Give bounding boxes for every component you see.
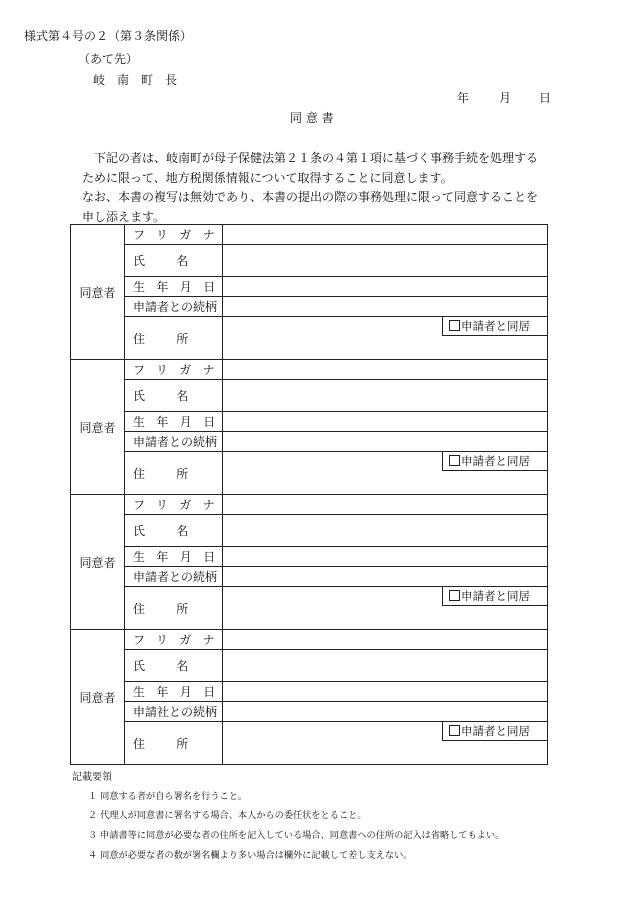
consenter-row xyxy=(71,412,548,432)
relation-label-cell xyxy=(125,702,223,722)
address-field[interactable] xyxy=(223,587,548,630)
birthdate-label: 生年月日 xyxy=(133,550,227,564)
furigana-field[interactable] xyxy=(223,630,548,650)
address-label-cell xyxy=(125,722,223,765)
furigana-label: フリガナ xyxy=(133,498,227,512)
consenter-row xyxy=(71,432,548,452)
consenter-row xyxy=(71,495,548,515)
address-label: 住所 xyxy=(133,601,220,616)
relation-field[interactable] xyxy=(223,567,548,587)
furigana-label: フリガナ xyxy=(133,228,227,242)
checkbox-icon[interactable] xyxy=(449,320,460,331)
relation-label-cell xyxy=(125,567,223,587)
relation-label: 申請者との続柄 xyxy=(133,570,218,584)
consenter-row xyxy=(71,567,548,587)
consenter-group-label: 同意者 xyxy=(71,495,125,630)
birthdate-field[interactable] xyxy=(223,412,548,432)
furigana-label-cell xyxy=(125,495,227,515)
consenter-table xyxy=(70,224,548,765)
consenter-row xyxy=(71,225,548,245)
address-label: 住所 xyxy=(133,736,220,751)
furigana-label-cell xyxy=(125,360,227,380)
checkbox-icon[interactable] xyxy=(449,725,460,736)
date-month: 月 xyxy=(499,91,512,105)
body-line-2: ために限って、地方税関係情報について取得することに同意します。 xyxy=(82,171,453,185)
body-line-4: 申し添えます。 xyxy=(82,210,166,224)
note-item-1: １ 同意する者が自ら署名を行うこと。 xyxy=(88,791,248,802)
date-day: 日 xyxy=(539,91,552,105)
checkbox-icon[interactable] xyxy=(449,455,460,466)
consenter-row xyxy=(71,452,548,495)
address-label-cell xyxy=(125,317,223,360)
body-line-1: 下記の者は、岐南町が母子保健法第２１条の４第１項に基づく事務手続を処理する xyxy=(94,151,539,165)
birthdate-field[interactable] xyxy=(223,277,548,297)
birthdate-label-cell xyxy=(125,277,227,297)
cohabit-checkbox[interactable] xyxy=(442,722,548,741)
birthdate-label-cell xyxy=(125,682,227,702)
name-label-cell xyxy=(125,245,223,277)
notes-heading: 記載要領 xyxy=(72,772,112,783)
birthdate-label: 生年月日 xyxy=(133,280,227,294)
relation-label: 申請者との続柄 xyxy=(133,300,218,314)
name-label: 氏名 xyxy=(133,524,220,538)
consenter-row xyxy=(71,515,548,547)
note-item-3: ３ 申請書等に同意が必要な者の住所を記入している場合、同意書への住所の記入は省略してもよい。 xyxy=(88,830,505,841)
name-field[interactable] xyxy=(223,245,548,277)
relation-label-cell xyxy=(125,432,223,452)
note-item-4: ４ 同意が必要な者の数が署名欄より多い場合は欄外に記載して差し支えない。 xyxy=(88,850,413,861)
addressee: 岐 南 町 長 xyxy=(93,73,178,87)
relation-label: 申請社との続柄 xyxy=(133,705,218,719)
consenter-row xyxy=(71,317,548,360)
furigana-field[interactable] xyxy=(223,360,548,380)
addressee-prefix: （あて先） xyxy=(78,52,139,66)
cohabit-label: 申請者と同居 xyxy=(461,589,530,603)
consenter-row xyxy=(71,630,548,650)
consenter-row xyxy=(71,297,548,317)
cohabit-label: 申請者と同居 xyxy=(461,724,530,738)
consenter-row xyxy=(71,245,548,277)
consenter-row xyxy=(71,380,548,412)
birthdate-field[interactable] xyxy=(223,547,548,567)
form-number: 様式第４号の２（第３条関係） xyxy=(24,29,193,43)
consenter-row xyxy=(71,360,548,380)
birthdate-label-cell xyxy=(125,412,227,432)
consenter-group-label: 同意者 xyxy=(71,225,125,360)
cohabit-checkbox[interactable] xyxy=(442,452,548,471)
address-label-cell xyxy=(125,452,223,495)
name-field[interactable] xyxy=(223,380,548,412)
furigana-label-cell xyxy=(125,225,227,245)
furigana-label-cell xyxy=(125,630,227,650)
consenter-group-label: 同意者 xyxy=(71,360,125,495)
furigana-label: フリガナ xyxy=(133,363,227,377)
birthdate-field[interactable] xyxy=(223,682,548,702)
consenter-row xyxy=(71,587,548,630)
consenter-row xyxy=(71,722,548,765)
relation-field[interactable] xyxy=(223,432,548,452)
document-title: 同 意 書 xyxy=(290,111,334,125)
date-year: 年 xyxy=(457,91,470,105)
cohabit-checkbox[interactable] xyxy=(442,587,548,606)
name-field[interactable] xyxy=(223,650,548,682)
address-label: 住所 xyxy=(133,331,220,346)
name-label: 氏名 xyxy=(133,659,220,673)
cohabit-label: 申請者と同居 xyxy=(461,454,530,468)
consenter-row xyxy=(71,650,548,682)
furigana-label: フリガナ xyxy=(133,633,227,647)
relation-label-cell xyxy=(125,297,223,317)
name-label: 氏名 xyxy=(133,254,220,268)
consenter-row xyxy=(71,547,548,567)
name-label-cell xyxy=(125,650,223,682)
furigana-field[interactable] xyxy=(223,495,548,515)
address-field[interactable] xyxy=(223,317,548,360)
relation-field[interactable] xyxy=(223,297,548,317)
birthdate-label-cell xyxy=(125,547,227,567)
name-label: 氏名 xyxy=(133,389,220,403)
checkbox-icon[interactable] xyxy=(449,590,460,601)
consenter-row xyxy=(71,277,548,297)
body-line-3: なお、本書の複写は無効であり、本書の提出の際の事務処理に限って同意することを xyxy=(82,190,539,204)
consenter-row xyxy=(71,702,548,722)
birthdate-label: 生年月日 xyxy=(133,685,227,699)
name-field[interactable] xyxy=(223,515,548,547)
consenter-group-label: 同意者 xyxy=(71,630,125,765)
name-label-cell xyxy=(125,515,223,547)
address-field[interactable] xyxy=(223,722,548,765)
relation-field[interactable] xyxy=(223,702,548,722)
cohabit-label: 申請者と同居 xyxy=(461,319,530,333)
consenter-row xyxy=(71,682,548,702)
address-label: 住所 xyxy=(133,466,220,481)
address-field[interactable] xyxy=(223,452,548,495)
furigana-field[interactable] xyxy=(223,225,548,245)
name-label-cell xyxy=(125,380,223,412)
note-item-2: ２ 代理人が同意書に署名する場合、本人からの委任状をとること。 xyxy=(88,810,367,821)
cohabit-checkbox[interactable] xyxy=(442,317,548,336)
birthdate-label: 生年月日 xyxy=(133,415,227,429)
relation-label: 申請者との続柄 xyxy=(133,435,218,449)
address-label-cell xyxy=(125,587,223,630)
